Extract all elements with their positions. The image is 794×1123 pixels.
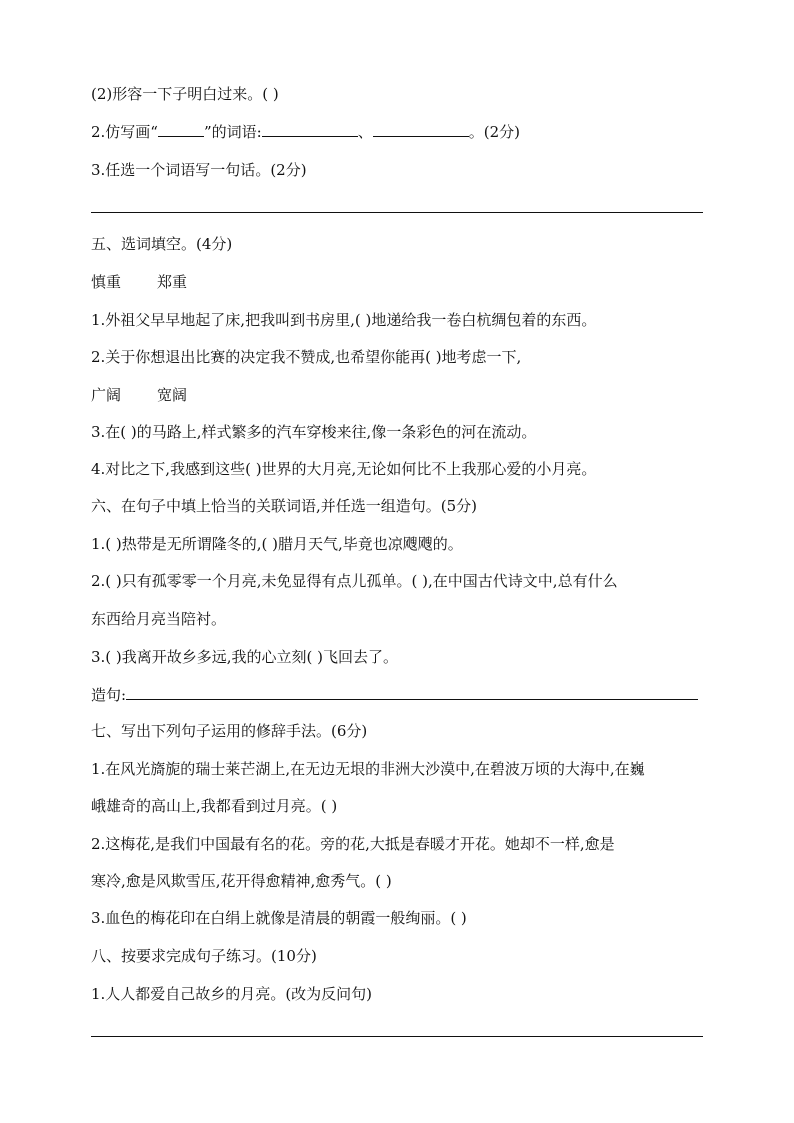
question-7-1: 1.在风光旖旎的瑞士莱芒湖上,在无边无垠的非洲大沙漠中,在碧波万顷的大海中,在巍 <box>91 760 645 778</box>
question-8-1: 1.人人都爱自己故乡的月亮。(改为反问句) <box>91 985 373 1003</box>
question-6-2: 2.( )只有孤零零一个月亮,未免显得有点儿孤单。( ),在中国古代诗文中,总有什么 <box>91 572 618 590</box>
make-sentence-answer-line[interactable] <box>126 683 698 700</box>
section-5-heading: 五、选词填空。(4分) <box>91 235 233 253</box>
answer-line[interactable] <box>91 212 703 213</box>
question-2-2: (2)形容一下子明白过来。( ) <box>91 85 279 103</box>
word-choice: 慎重 <box>91 273 122 291</box>
question-5-4: 4.对比之下,我感到这些( )世界的大月亮,无论如何比不上我那心爱的小月亮。 <box>91 460 597 478</box>
word-choice: 郑重 <box>157 273 188 291</box>
make-sentence-label: 造句: <box>91 686 127 704</box>
question-5-2: 2.关于你想退出比赛的决定我不赞成,也希望你能再( )地考虑一下, <box>91 348 522 366</box>
question-text: ”的词语: <box>203 123 262 141</box>
question-6-2-continued: 东西给月亮当陪衬。 <box>91 610 227 628</box>
section-8-heading: 八、按要求完成句子练习。(10分) <box>91 947 317 965</box>
question-7-2: 2.这梅花,是我们中国最有名的花。旁的花,大抵是春暖才开花。她却不一样,愈是 <box>91 835 615 853</box>
blank-underline <box>158 122 204 137</box>
separator-text: 、 <box>357 123 373 141</box>
word-choice: 宽阔 <box>157 386 188 404</box>
make-sentence-row <box>91 683 703 705</box>
question-6-3: 3.( )我离开故乡多远,我的心立刻( )飞回去了。 <box>91 648 399 666</box>
question-2-imitate <box>91 122 703 142</box>
question-7-3: 3.血色的梅花印在白绢上就像是清晨的朝霞一般绚丽。( ) <box>91 909 467 927</box>
question-7-2-continued: 寒冷,愈是风欺雪压,花开得愈精神,愈秀气。( ) <box>91 872 392 890</box>
word-choices-2 <box>91 385 703 405</box>
question-5-1: 1.外祖父早早地起了床,把我叫到书房里,( )地递给我一卷白杭绸包着的东西。 <box>91 311 597 329</box>
answer-blank-2[interactable] <box>373 122 469 137</box>
question-6-1: 1.( )热带是无所谓隆冬的,( )腊月天气,毕竟也凉飕飕的。 <box>91 535 463 553</box>
section-7-heading: 七、写出下列句子运用的修辞手法。(6分) <box>91 722 368 740</box>
question-7-1-continued: 峨雄奇的高山上,我都看到过月亮。( ) <box>91 797 338 815</box>
question-3-sentence: 3.任选一个词语写一句话。(2分) <box>91 161 307 179</box>
word-choices-1 <box>91 272 703 292</box>
word-choice: 广阔 <box>91 386 122 404</box>
answer-blank-1[interactable] <box>262 122 358 137</box>
score-text: 。(2分) <box>468 123 520 141</box>
answer-line[interactable] <box>91 1036 703 1037</box>
question-text: 2.仿写画“ <box>91 123 158 141</box>
section-6-heading: 六、在句子中填上恰当的关联词语,并任选一组造句。(5分) <box>91 497 478 515</box>
question-5-3: 3.在( )的马路上,样式繁多的汽车穿梭来往,像一条彩色的河在流动。 <box>91 423 537 441</box>
